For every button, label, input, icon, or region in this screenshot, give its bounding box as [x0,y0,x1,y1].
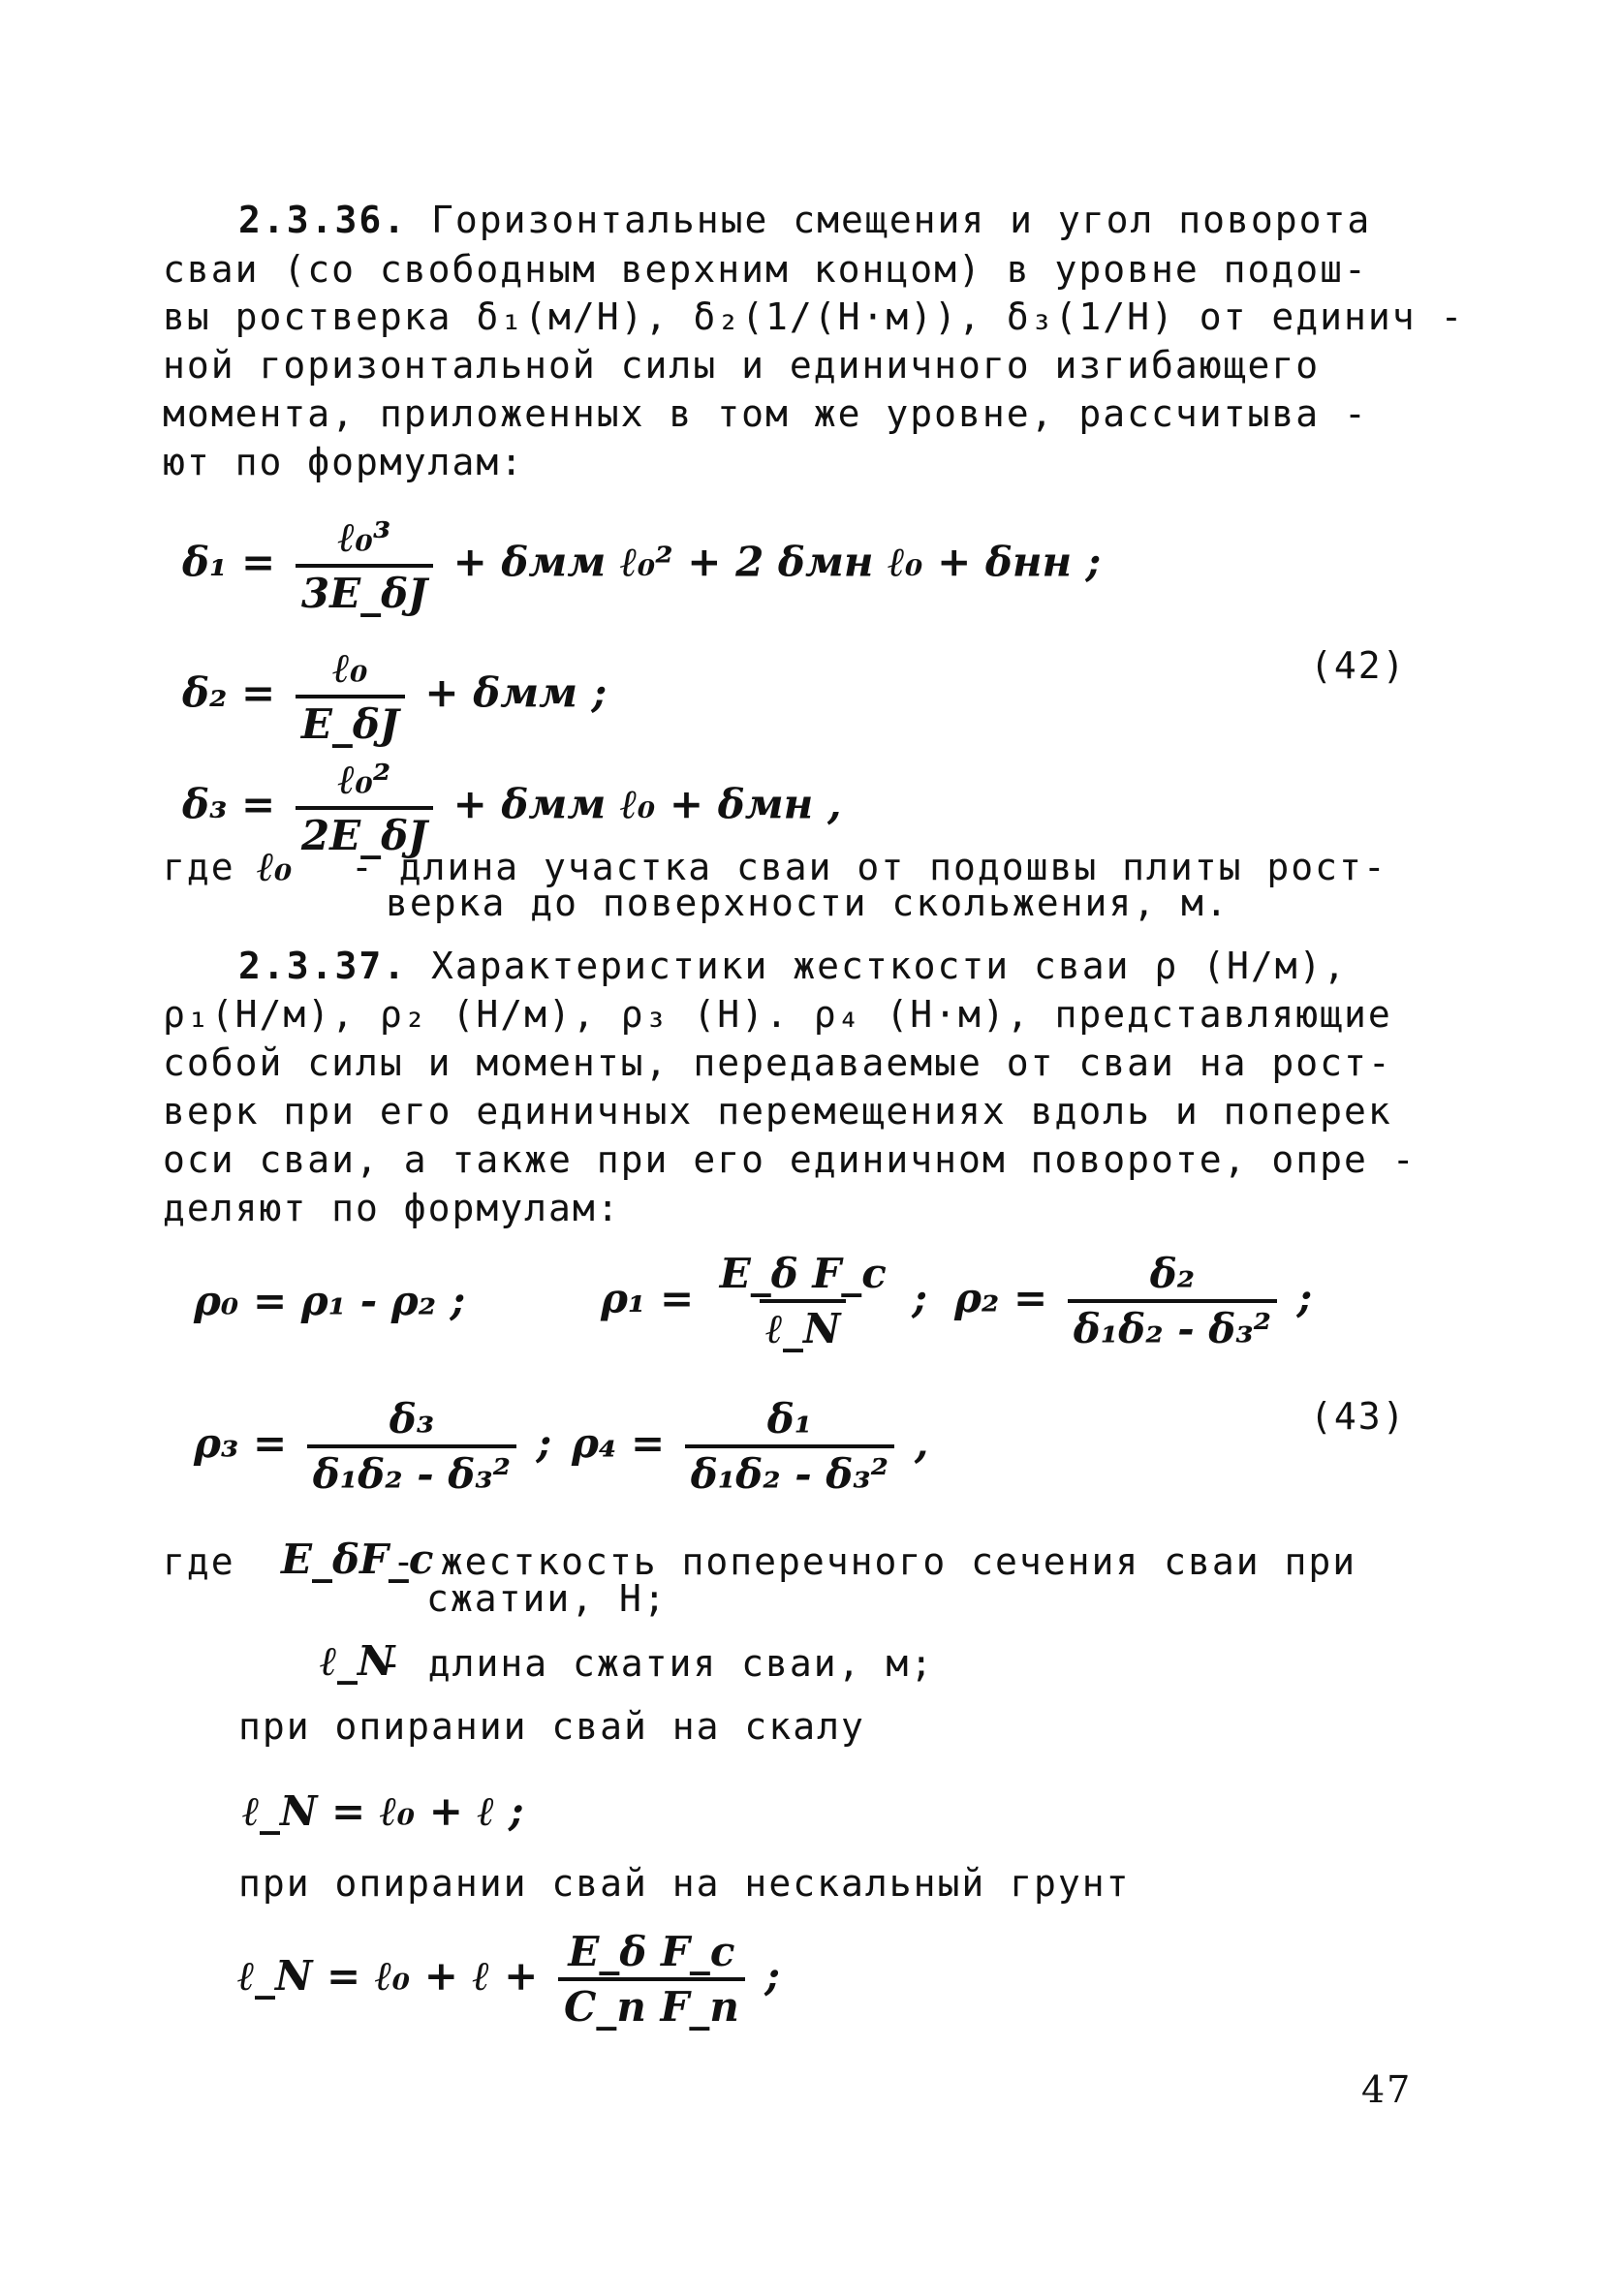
condition-nonrock: при опирании свай на нескальный грунт [238,1862,1131,1905]
fraction: $\frac{\text{δ₁}}{\text{δ₁δ₂ - δ₃²}}$ [685,1395,894,1498]
fraction: $\frac{\text{δ₂}}{\text{δ₁δ₂ - δ₃²}}$ [1068,1250,1277,1352]
paragraph-line: собой силы и моменты, передаваемые от сваи на рост- [163,1041,1392,1084]
paragraph-line: деляют по формулам: [163,1187,621,1229]
equation-rho1: ρ₁ = $\frac{\text{E\_δ F\_c}}{\text{ℓ\_N}}$ ; [601,1250,927,1352]
condition-rock: при опирании свай на скалу [238,1705,865,1748]
definition-text: сжатии, Н; [426,1577,668,1620]
definition-text: верка до поверхности скольжения, м. [386,882,1230,924]
equation-ln-nonrock: ℓ_N = ℓ₀ + ℓ + $\frac{\text{E\_δ F\_c}}{\text{C\_п F\_п}}$ ; [237,1928,781,2031]
section-heading: 2.3.37. [238,945,408,987]
equation-rho4: ρ₄ = $\frac{\text{δ₁}}{\text{δ₁δ₂ - δ₃²}}$ , [572,1395,929,1498]
fraction: $\frac{\text{δ₃}}{\text{δ₁δ₂ - δ₃²}}$ [307,1395,516,1498]
equation-delta1: δ₁ = $\frac{\text{ℓ₀³}}{3E\_\delta J}$ + δмм ℓ₀² + 2 δмн ℓ₀ + δнн ; [182,513,1102,617]
definition-symbol: ℓ_N [320,1637,395,1685]
equation-number: (43) [1310,1395,1407,1438]
definition-text: - жесткость поперечного сечения сваи при [392,1540,1357,1583]
equation-ln-rock: ℓ_N = ℓ₀ + ℓ ; [242,1787,524,1835]
definition-text: - длина сжатия сваи, м; [380,1642,935,1685]
paragraph-line: 2.3.37. Характеристики жесткости сваи ρ (Н/м), [238,945,1348,987]
paragraph-line: ной горизонтальной силы и единичного изгибающего [163,344,1321,387]
paragraph-line: ют по формулам: [163,441,525,483]
definition-lead: где [163,1540,235,1583]
paragraph-line: момента, приложенных в том же уровне, рассчитыва - [163,392,1368,435]
paragraph-line: верк при его единичных перемещениях вдоль и поперек [163,1090,1392,1132]
paragraph-line: вы ростверка δ₁(м/Н), δ₂(1/(Н·м)), δ₃(1/Н) от единич - [163,295,1465,338]
equation-rho3: ρ₃ = $\frac{\text{δ₃}}{\text{δ₁δ₂ - δ₃²}}$ ; [194,1395,552,1498]
section-heading: 2.3.36. [238,199,408,241]
equation-number: (42) [1310,644,1407,687]
fraction: $\frac{\text{ℓ₀²}}{2E\_\delta J}$ [296,756,433,859]
definition-symbol: ℓ₀ [257,843,293,890]
fraction: $\frac{\text{E\_δ F\_c}}{\text{ℓ\_N}}$ [719,1250,887,1352]
paragraph-line: ρ₁(Н/м), ρ₂ (Н/м), ρ₃ (Н). ρ₄ (Н·м), представляющие [163,993,1392,1036]
fraction: $\frac{\text{E\_δ F\_c}}{\text{C\_п F\_п}}$ [558,1928,745,2031]
page-number: 47 [1361,2068,1413,2111]
paragraph-line: 2.3.36. Горизонтальные смещения и угол поворота [238,199,1372,241]
equation-delta2: δ₂ = $\frac{\text{ℓ₀}}{E\_\delta J}$ + δмм ; [182,644,608,748]
definition-text: - длина участка сваи от подошвы плиты рост- [351,846,1387,888]
equation-rho0: ρ₀ = ρ₁ - ρ₂ ; [194,1277,466,1324]
paragraph-line: сваи (со свободным верхним концом) в уровне подош- [163,248,1368,291]
fraction: $\frac{\text{ℓ₀³}}{3E\_\delta J}$ [296,513,433,617]
equation-rho2: ρ₂ = $\frac{\text{δ₂}}{\text{δ₁δ₂ - δ₃²}}$ ; [954,1250,1313,1352]
equation-delta3: δ₃ = $\frac{\text{ℓ₀²}}{2E\_\delta J}$ + δмм ℓ₀ + δмн , [182,756,842,859]
fraction: $\frac{\text{ℓ₀}}{E\_\delta J}$ [296,644,405,748]
definition-symbol: E_δF_c [281,1536,434,1583]
definition-lead: где [163,846,235,888]
paragraph-line: оси сваи, а также при его единичном повороте, опре - [163,1138,1417,1181]
